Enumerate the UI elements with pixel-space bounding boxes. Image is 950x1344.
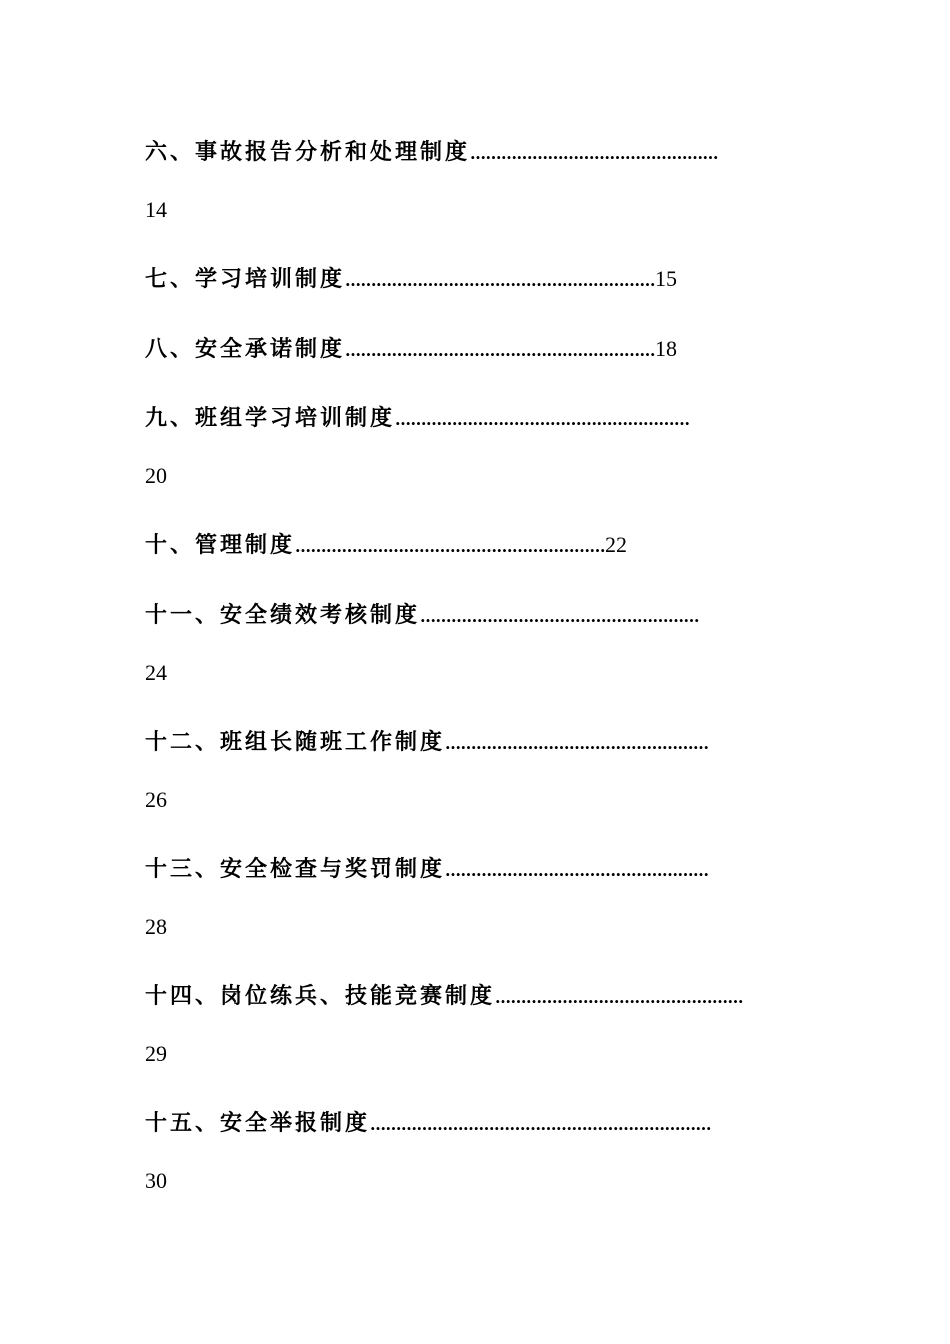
toc-entry — [145, 334, 677, 366]
toc-leader-dots: ……………………………………………… — [420, 607, 700, 626]
toc-leader-dots: ………………………………………… — [470, 144, 719, 163]
toc-entry-title: 八、安全承诺制度 — [145, 336, 346, 362]
toc-leader-dots: ………………………………………………………… — [370, 1115, 712, 1134]
toc-entry-title: 十四、岗位练兵、技能竞赛制度 — [145, 983, 496, 1009]
toc-entry — [145, 1108, 711, 1140]
toc-entry — [145, 981, 743, 1013]
toc-entry-title: 六、事故报告分析和处理制度 — [145, 139, 471, 165]
toc-leader-dots: …………………………………………………… — [345, 341, 656, 360]
toc-entry — [145, 264, 677, 296]
toc-leader-dots: …………………………………………… — [445, 734, 709, 753]
toc-entry-title: 十五、安全举报制度 — [145, 1110, 371, 1136]
toc-entry-page: 20 — [145, 463, 167, 488]
toc-leader-dots: …………………………………………………… — [345, 271, 656, 290]
toc-entry-title: 七、学习培训制度 — [145, 266, 346, 292]
toc-entry — [145, 854, 709, 886]
toc-entry-page: 22 — [605, 532, 628, 557]
toc-leader-dots: ………………………………………………… — [395, 410, 690, 429]
toc-entry — [145, 727, 709, 759]
toc-entry-page: 15 — [655, 266, 678, 291]
toc-entry-page: 29 — [145, 1041, 167, 1066]
toc-entry — [145, 403, 690, 435]
toc-entry-page: 14 — [145, 197, 167, 222]
toc-entry — [145, 137, 718, 169]
toc-entry-page: 28 — [145, 914, 167, 939]
toc-entry — [145, 600, 699, 632]
toc-entry-title: 十二、班组长随班工作制度 — [145, 729, 446, 755]
toc-entry-title: 十三、安全检查与奖罚制度 — [145, 856, 446, 882]
toc-entry-title: 十、管理制度 — [145, 532, 296, 558]
toc-entry — [145, 530, 627, 562]
toc-entry-page: 30 — [145, 1168, 167, 1193]
toc-entry-title: 十一、安全绩效考核制度 — [145, 602, 421, 628]
toc-leader-dots: ………………………………………… — [495, 988, 744, 1007]
toc-entry-page: 18 — [655, 336, 678, 361]
toc-entry-page: 26 — [145, 787, 167, 812]
toc-leader-dots: …………………………………………………… — [295, 537, 606, 556]
toc-leader-dots: …………………………………………… — [445, 861, 709, 880]
toc-entry-title: 九、班组学习培训制度 — [145, 405, 396, 431]
toc-entry-page: 24 — [145, 660, 167, 685]
